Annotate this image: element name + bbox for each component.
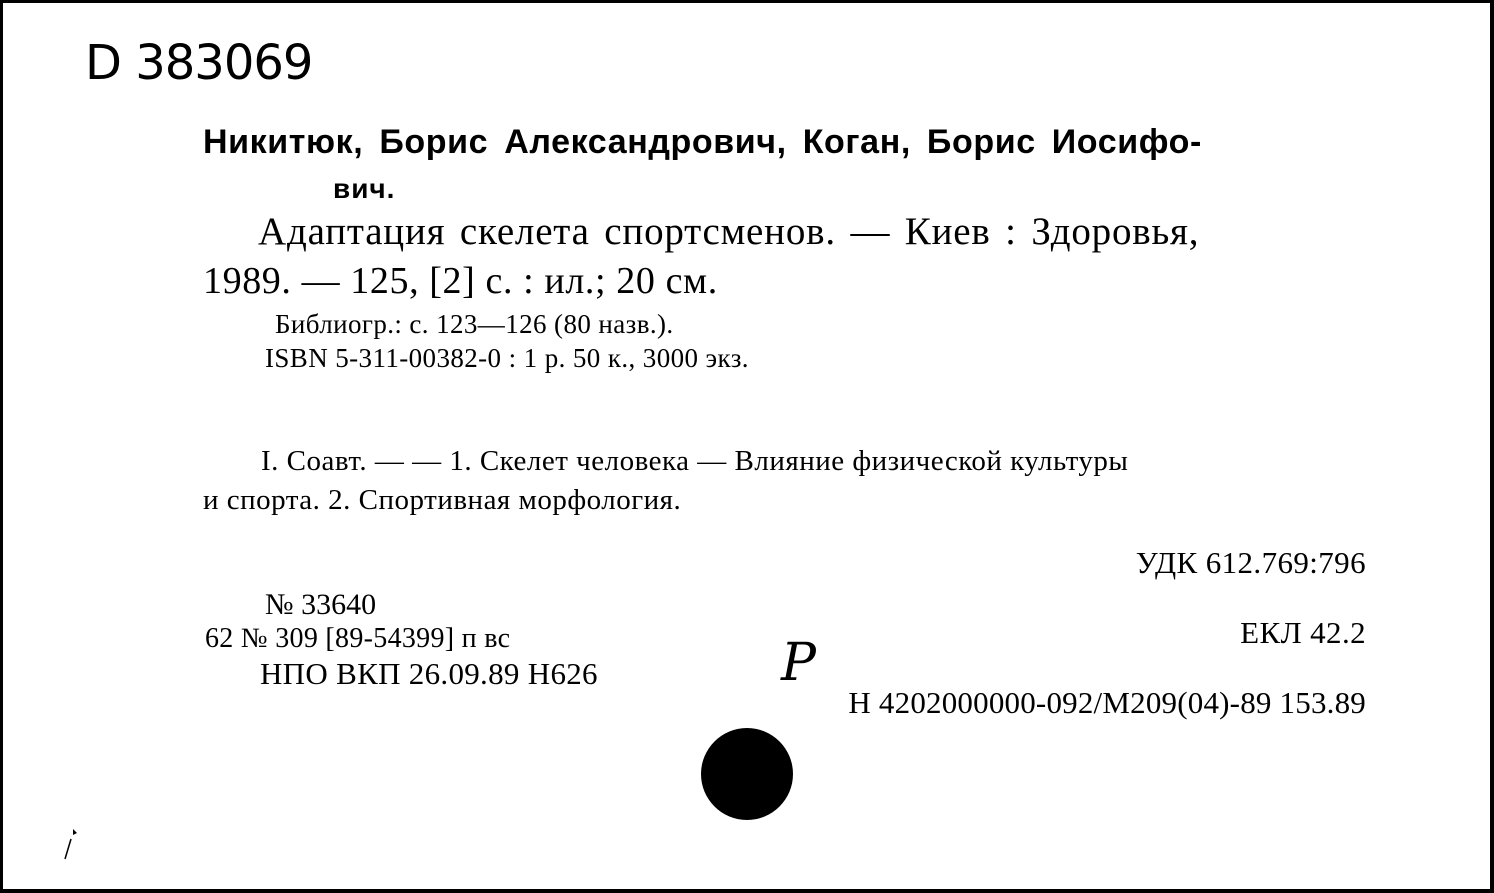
order-number: № 33640 [265,588,377,621]
punch-hole [701,728,793,820]
authors-line-2: вич. [333,173,396,204]
handwritten-mark: P [781,633,816,693]
bibliography-note: Библиогр.: с. 123—126 (80 назв.). [275,309,674,339]
print-info: 62 № 309 [89-54399] п вс [205,623,511,654]
udk-code: УДК 612.769:796 [1135,545,1366,580]
publisher-info: НПО ВКП 26.09.89 Н626 [260,656,598,691]
authors-line-1: Никитюк, Борис Александрович, Коган, Борис Иосифо- [203,123,1202,161]
ink-speck-icon [59,827,83,863]
catalog-code: Н 4202000000-092/М209(04)-89 153.89 [848,685,1366,720]
subjects-line-1: I. Соавт. — — 1. Скелет человека — Влияние физической культуры [261,445,1129,477]
isbn-line: ISBN 5-311-00382-0 : 1 р. 50 к., 3000 экз. [265,343,749,373]
subjects-line-2: и спорта. 2. Спортивная морфология. [203,484,682,516]
title-line-2: 1989. — 125, [2] с. : ил.; 20 см. [203,260,718,302]
ekl-code: ЕКЛ 42.2 [1240,615,1366,650]
title-line-1: Адаптация скелета спортсменов. — Киев : Здоровья, [258,210,1200,253]
inventory-number: D 383069 [85,35,313,91]
